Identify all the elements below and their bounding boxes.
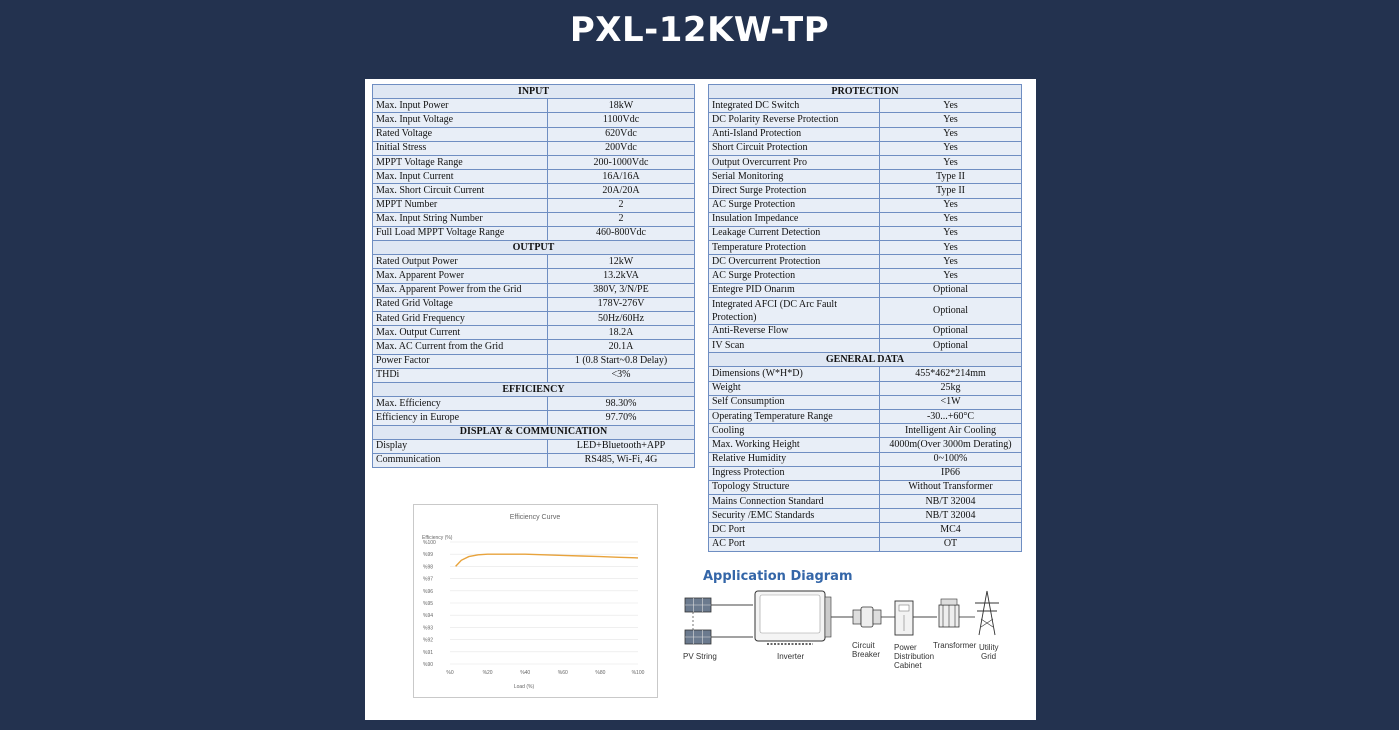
section-header-row — [373, 425, 695, 439]
x-tick-label: %100 — [631, 670, 645, 676]
spec-label: Max. Short Circuit Current — [373, 184, 548, 198]
table-row — [373, 453, 695, 467]
spec-value: Without Transformer — [880, 480, 1022, 494]
spec-value: Optional — [880, 339, 1022, 353]
spec-value: 2 — [548, 212, 695, 226]
spec-label: THDi — [373, 368, 548, 382]
transformer-label: Transformer — [933, 641, 977, 650]
spec-label: Integrated DC Switch — [709, 99, 880, 113]
spec-label: Self Consumption — [709, 395, 880, 409]
table-row — [709, 127, 1022, 141]
table-row — [373, 297, 695, 311]
table-row — [373, 141, 695, 155]
spec-label: Max. AC Current from the Grid — [373, 340, 548, 354]
spec-label: Topology Structure — [709, 480, 880, 494]
table-row — [709, 155, 1022, 169]
spec-value: Yes — [880, 127, 1022, 141]
spec-value: RS485, Wi-Fi, 4G — [548, 453, 695, 467]
y-tick-label: %92 — [423, 637, 434, 644]
pv-panel-icon — [685, 630, 711, 644]
spec-value: Yes — [880, 226, 1022, 240]
spec-label: Leakage Current Detection — [709, 226, 880, 240]
spec-value: Yes — [880, 155, 1022, 169]
spec-value: <1W — [880, 395, 1022, 409]
spec-label: Full Load MPPT Voltage Range — [373, 226, 548, 240]
spec-label: Cooling — [709, 424, 880, 438]
spec-value: 4000m(Over 3000m Derating) — [880, 438, 1022, 452]
efficiency-series-line — [456, 554, 638, 566]
spec-value: 178V-276V — [548, 297, 695, 311]
spec-value: IP66 — [880, 466, 1022, 480]
table-row — [709, 480, 1022, 494]
section-heading: PROTECTION — [709, 85, 1022, 99]
y-tick-label: %100 — [423, 540, 436, 546]
spec-label: Ingress Protection — [709, 466, 880, 480]
table-row — [709, 395, 1022, 409]
spec-value: 380V, 3/N/PE — [548, 283, 695, 297]
spec-value: NB/T 32004 — [880, 509, 1022, 523]
spec-label: Integrated AFCI (DC Arc Fault Protection) — [709, 297, 880, 324]
y-tick-label: %93 — [423, 625, 434, 632]
spec-label: Communication — [373, 453, 548, 467]
table-row — [709, 509, 1022, 523]
page-title: PXL-12KW-TP — [569, 10, 830, 50]
circuit-breaker-icon — [853, 607, 881, 627]
table-row — [709, 537, 1022, 551]
spec-value: 200Vdc — [548, 141, 695, 155]
breaker-label-line2: Breaker — [852, 650, 881, 659]
y-tick-label: %96 — [423, 588, 434, 595]
spec-value: 1100Vdc — [548, 113, 695, 127]
spec-value: Yes — [880, 212, 1022, 226]
table-row — [373, 155, 695, 169]
spec-label: Relative Humidity — [709, 452, 880, 466]
y-tick-label: %99 — [423, 552, 434, 559]
spec-value: 18kW — [548, 99, 695, 113]
cabinet-label-line1: Power — [894, 643, 917, 652]
datasheet — [365, 79, 1036, 720]
table-row — [373, 283, 695, 297]
x-axis-label: Load (%) — [513, 684, 535, 690]
spec-value: LED+Bluetooth+APP — [548, 439, 695, 453]
spec-value: 18.2A — [548, 326, 695, 340]
x-tick-label: %20 — [482, 670, 493, 676]
spec-value: 1 (0.8 Start~0.8 Delay) — [548, 354, 695, 368]
x-tick-label: %0 — [446, 670, 454, 676]
spec-label: Max. Output Current — [373, 326, 548, 340]
table-row — [709, 452, 1022, 466]
spec-value: Yes — [880, 113, 1022, 127]
table-row — [373, 184, 695, 198]
table-row — [709, 113, 1022, 127]
spec-label: Max. Input String Number — [373, 212, 548, 226]
application-diagram — [675, 589, 1015, 689]
spec-label: Short Circuit Protection — [709, 141, 880, 155]
application-diagram-title: Application Diagram — [703, 569, 853, 584]
table-row — [373, 99, 695, 113]
y-tick-label: %98 — [423, 564, 434, 571]
spec-value: Type II — [880, 170, 1022, 184]
spec-label: Dimensions (W*H*D) — [709, 367, 880, 381]
table-row — [373, 269, 695, 283]
spec-value: -30...+60°C — [880, 409, 1022, 423]
spec-label: Power Factor — [373, 354, 548, 368]
spec-value: 50Hz/60Hz — [548, 312, 695, 326]
pv-string-label: PV String — [683, 652, 717, 661]
spec-label: Max. Input Power — [373, 99, 548, 113]
table-row — [373, 354, 695, 368]
spec-label: AC Surge Protection — [709, 198, 880, 212]
spec-value: 12kW — [548, 255, 695, 269]
x-tick-label: %60 — [557, 670, 568, 676]
table-row — [709, 141, 1022, 155]
section-header-row — [709, 353, 1022, 367]
spec-label: MPPT Voltage Range — [373, 155, 548, 169]
spec-label: IV Scan — [709, 339, 880, 353]
table-row — [373, 312, 695, 326]
spec-value: <3% — [548, 368, 695, 382]
section-header-row — [709, 85, 1022, 99]
spec-table-left — [372, 84, 695, 468]
y-tick-label: %91 — [423, 649, 434, 656]
spec-value: 200-1000Vdc — [548, 155, 695, 169]
section-heading: EFFICIENCY — [373, 382, 695, 396]
spec-value: Optional — [880, 297, 1022, 324]
spec-value: 620Vdc — [548, 127, 695, 141]
table-row — [709, 424, 1022, 438]
table-row — [709, 339, 1022, 353]
table-row — [709, 466, 1022, 480]
grid-label-line1: Utility — [979, 643, 999, 652]
spec-value: 455*462*214mm — [880, 367, 1022, 381]
spec-label: Rated Grid Frequency — [373, 312, 548, 326]
table-row — [709, 297, 1022, 324]
table-row — [709, 367, 1022, 381]
table-row — [373, 340, 695, 354]
x-tick-label: %80 — [595, 670, 606, 676]
table-row — [709, 212, 1022, 226]
x-tick-label: %40 — [520, 670, 531, 676]
spec-table-right — [708, 84, 1022, 552]
spec-label: Direct Surge Protection — [709, 184, 880, 198]
spec-label: Rated Voltage — [373, 127, 548, 141]
table-row — [709, 99, 1022, 113]
table-row — [709, 226, 1022, 240]
spec-label: Efficiency in Europe — [373, 411, 548, 425]
table-row — [373, 255, 695, 269]
y-tick-label: %97 — [423, 576, 434, 583]
section-heading: DISPLAY & COMMUNICATION — [373, 425, 695, 439]
spec-label: DC Overcurrent Protection — [709, 255, 880, 269]
spec-value: Optional — [880, 283, 1022, 297]
spec-label: Serial Monitoring — [709, 170, 880, 184]
pv-panel-icon — [685, 598, 711, 612]
spec-value: Yes — [880, 99, 1022, 113]
spec-label: Max. Apparent Power — [373, 269, 548, 283]
spec-label: Display — [373, 439, 548, 453]
section-header-row — [373, 85, 695, 99]
table-row — [709, 269, 1022, 283]
spec-label: AC Surge Protection — [709, 269, 880, 283]
table-row — [373, 113, 695, 127]
distribution-cabinet-icon — [895, 601, 913, 635]
section-heading: GENERAL DATA — [709, 353, 1022, 367]
section-heading: INPUT — [373, 85, 695, 99]
breaker-label-line1: Circuit — [852, 641, 875, 650]
spec-value: 20A/20A — [548, 184, 695, 198]
table-row — [373, 127, 695, 141]
efficiency-chart — [413, 504, 658, 698]
spec-value: Yes — [880, 269, 1022, 283]
spec-value: 2 — [548, 198, 695, 212]
cabinet-label-line2: Distribution — [894, 652, 935, 661]
table-row — [373, 198, 695, 212]
table-row — [373, 397, 695, 411]
spec-value: 460-800Vdc — [548, 226, 695, 240]
spec-value: Optional — [880, 324, 1022, 338]
table-row — [709, 255, 1022, 269]
table-row — [709, 438, 1022, 452]
spec-value: Type II — [880, 184, 1022, 198]
table-row — [373, 368, 695, 382]
efficiency-chart-svg — [414, 505, 657, 697]
spec-label: DC Polarity Reverse Protection — [709, 113, 880, 127]
spec-value: 97.70% — [548, 411, 695, 425]
table-row — [709, 324, 1022, 338]
spec-value: 25kg — [880, 381, 1022, 395]
spec-value: Intelligent Air Cooling — [880, 424, 1022, 438]
transformer-icon — [939, 599, 959, 627]
table-row — [709, 523, 1022, 537]
grid-label-line2: Grid — [981, 652, 997, 661]
table-row — [373, 439, 695, 453]
spec-value: NB/T 32004 — [880, 495, 1022, 509]
spec-label: Anti-Reverse Flow — [709, 324, 880, 338]
spec-value: Yes — [880, 241, 1022, 255]
y-tick-label: %94 — [423, 613, 434, 620]
y-axis-label: Efficiency (%) — [422, 535, 453, 541]
spec-label: Weight — [709, 381, 880, 395]
spec-value: 13.2kVA — [548, 269, 695, 283]
spec-label: Max. Input Current — [373, 170, 548, 184]
section-header-row — [373, 241, 695, 255]
table-row — [709, 283, 1022, 297]
spec-label: Insulation Impedance — [709, 212, 880, 226]
spec-value: 0~100% — [880, 452, 1022, 466]
spec-value: MC4 — [880, 523, 1022, 537]
spec-label: Max. Apparent Power from the Grid — [373, 283, 548, 297]
spec-label: Rated Output Power — [373, 255, 548, 269]
spec-label: Operating Temperature Range — [709, 409, 880, 423]
table-row — [709, 381, 1022, 395]
spec-label: Entegre PID Onarım — [709, 283, 880, 297]
spec-label: DC Port — [709, 523, 880, 537]
table-row — [709, 184, 1022, 198]
table-row — [373, 326, 695, 340]
table-row — [373, 411, 695, 425]
table-row — [373, 170, 695, 184]
spec-value: 20.1A — [548, 340, 695, 354]
spec-label: MPPT Number — [373, 198, 548, 212]
spec-label: Security /EMC Standards — [709, 509, 880, 523]
table-row — [709, 198, 1022, 212]
table-row — [709, 495, 1022, 509]
section-header-row — [373, 382, 695, 396]
table-row — [709, 241, 1022, 255]
spec-label: Max. Working Height — [709, 438, 880, 452]
spec-label: AC Port — [709, 537, 880, 551]
spec-label: Output Overcurrent Pro — [709, 155, 880, 169]
table-row — [373, 226, 695, 240]
spec-label: Temperature Protection — [709, 241, 880, 255]
spec-value: OT — [880, 537, 1022, 551]
spec-value: Yes — [880, 255, 1022, 269]
table-row — [709, 409, 1022, 423]
spec-label: Max. Input Voltage — [373, 113, 548, 127]
spec-value: Yes — [880, 198, 1022, 212]
spec-label: Initial Stress — [373, 141, 548, 155]
spec-label: Rated Grid Voltage — [373, 297, 548, 311]
spec-label: Anti-Island Protection — [709, 127, 880, 141]
y-tick-label: %90 — [423, 662, 434, 668]
inverter-icon — [755, 591, 831, 644]
table-row — [709, 170, 1022, 184]
spec-label: Max. Efficiency — [373, 397, 548, 411]
spec-label: Mains Connection Standard — [709, 495, 880, 509]
cabinet-label-line3: Cabinet — [894, 661, 922, 670]
spec-value: 16A/16A — [548, 170, 695, 184]
utility-grid-icon — [975, 591, 999, 635]
spec-value: 98.30% — [548, 397, 695, 411]
table-row — [373, 212, 695, 226]
section-heading: OUTPUT — [373, 241, 695, 255]
spec-value: Yes — [880, 141, 1022, 155]
inverter-label: Inverter — [777, 652, 805, 661]
chart-title: Efficiency Curve — [509, 514, 561, 521]
y-tick-label: %95 — [423, 601, 434, 607]
